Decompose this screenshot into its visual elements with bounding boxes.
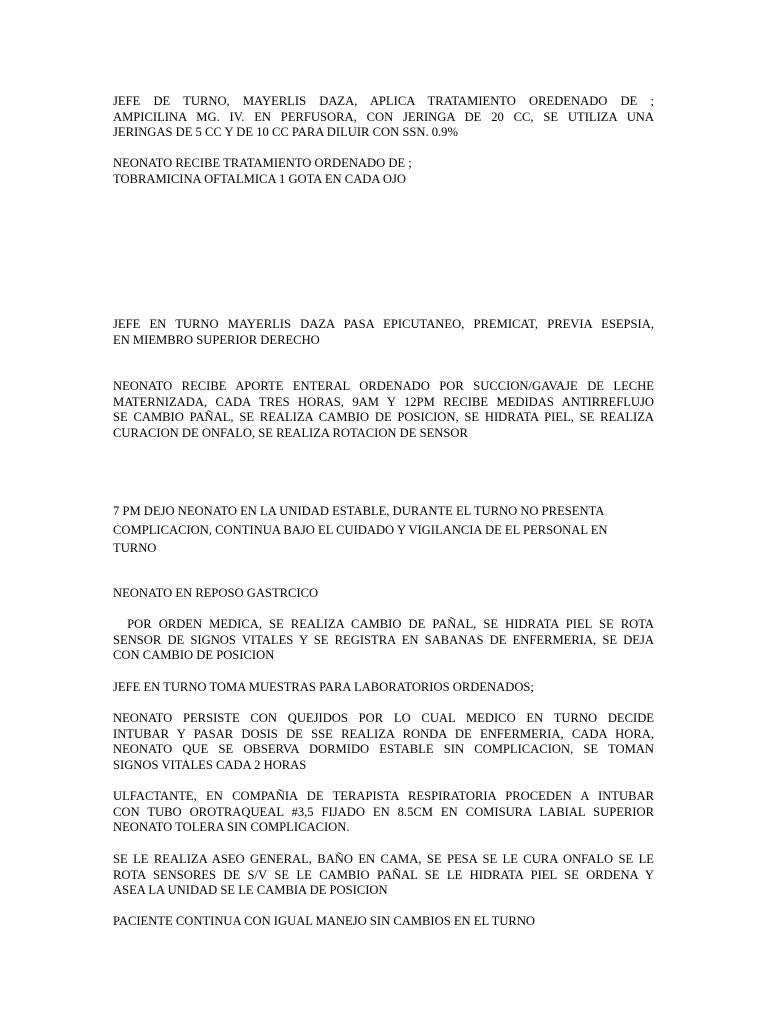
text-line: ROTA SENSORES DE S/V SE LE CAMBIO PAÑAL SE LE HIDRATA PIEL SE ORDENA Y: [113, 867, 654, 882]
text-line: 7 PM DEJO NEONATO EN LA UNIDAD ESTABLE, DURANTE EL TURNO NO PRESENTA: [113, 504, 605, 518]
text-line: SE CAMBIO PAÑAL, SE REALIZA CAMBIO DE POSICION, SE HIDRATA PIEL, SE REALIZA: [113, 410, 654, 425]
text-line: POR ORDEN MEDICA, SE REALIZA CAMBIO DE PAÑAL, SE HIDRATA PIEL SE ROTA: [113, 617, 654, 631]
text-line: TURNO: [113, 541, 157, 555]
text-line: COMPLICACION, CONTINUA BAJO EL CUIDADO Y VIGILANCIA DE EL PERSONAL EN: [113, 522, 608, 537]
text-line: SE LE REALIZA ASEO GENERAL, BAÑO EN CAMA, SE PESA SE LE CURA ONFALO SE LE: [113, 852, 654, 866]
paragraph-muestras: [113, 680, 654, 696]
text-line: PACIENTE CONTINUA CON IGUAL MANEJO SIN CAMBIOS EN EL TURNO: [113, 914, 536, 928]
text-line: TOBRAMICINA OFTALMICA 1 GOTA EN CADA OJO: [113, 171, 407, 186]
text-line: JERINGAS DE 5 CC Y DE 10 CC PARA DILUIR CON SSN. 0.9%: [113, 125, 458, 140]
text-line: EN MIEMBRO SUPERIOR DERECHO: [113, 332, 320, 347]
paragraph-7pm: [113, 502, 654, 558]
text-line: CON CAMBIO DE POSICION: [113, 648, 275, 663]
text-line: SENSOR DE SIGNOS VITALES Y SE REGISTRA EN SABANAS DE ENFERMERIA, SE DEJA: [113, 632, 654, 647]
text-line: AMPICILINA MG. IV. EN PERFUSORA, CON JERINGA DE 20 CC, SE UTILIZA UNA: [113, 109, 654, 124]
text-line: NEONATO PERSISTE CON QUEJIDOS POR LO CUAL MEDICO EN TURNO DECIDE: [113, 711, 654, 725]
text-line: NEONATO RECIBE APORTE ENTERAL ORDENADO POR SUCCION/GAVAJE DE LECHE: [113, 379, 654, 393]
paragraph-surfactante: [113, 789, 654, 836]
text-line: MATERNIZADA, CADA TRES HORAS, 9AM Y 12PM RECIBE MEDIDAS ANTIRREFLUJO: [113, 394, 654, 409]
text-line: ULFACTANTE, EN COMPAÑIA DE TERAPISTA RESPIRATORIA PROCEDEN A INTUBAR: [113, 789, 654, 803]
text-line: NEONATO EN REPOSO GASTRCICO: [113, 586, 319, 600]
text-line: NEONATO QUE SE OBSERVA DORMIDO ESTABLE SIN COMPLICACION, SE TOMAN: [113, 742, 654, 757]
text-line: CURACION DE ONFALO, SE REALIZA ROTACION DE SENSOR: [113, 425, 468, 440]
text-line: SIGNOS VITALES CADA 2 HORAS: [113, 757, 307, 772]
text-line: JEFE EN TURNO TOMA MUESTRAS PARA LABORATORIOS ORDENADOS;: [113, 680, 534, 694]
paragraph-aseo-general: [113, 852, 654, 899]
text-line: NEONATO RECIBE TRATAMIENTO ORDENADO DE ;: [113, 156, 412, 170]
paragraph-epicutaneo: [113, 317, 654, 348]
paragraph-aporte-enteral: [113, 379, 654, 441]
text-line: JEFE DE TURNO, MAYERLIS DAZA, APLICA TRATAMIENTO OREDENADO DE ;: [113, 94, 654, 108]
paragraph-continua: [113, 914, 654, 930]
text-line: NEONATO TOLERA SIN COMPLICACION.: [113, 820, 350, 835]
text-line: JEFE EN TURNO MAYERLIS DAZA PASA EPICUTANEO, PREMICAT, PREVIA ESEPSIA,: [113, 317, 654, 331]
text-line: INTUBAR Y PASAR DOSIS DE SSE REALIZA RONDA DE ENFERMERIA, CADA HORA,: [113, 726, 654, 741]
text-line: CON TUBO OROTRAQUEAL #3,5 FIJADO EN 8.5CM EN COMISURA LABIAL SUPERIOR: [113, 804, 654, 819]
paragraph-reposo-gastrico: [113, 586, 654, 602]
paragraph-orden-medica: [113, 617, 654, 664]
text-line: ASEA LA UNIDAD SE LE CAMBIA DE POSICION: [113, 883, 388, 898]
paragraph-quejidos: [113, 711, 654, 773]
paragraph-tobramicina: [113, 156, 654, 187]
paragraph-ampicilina: [113, 94, 654, 141]
